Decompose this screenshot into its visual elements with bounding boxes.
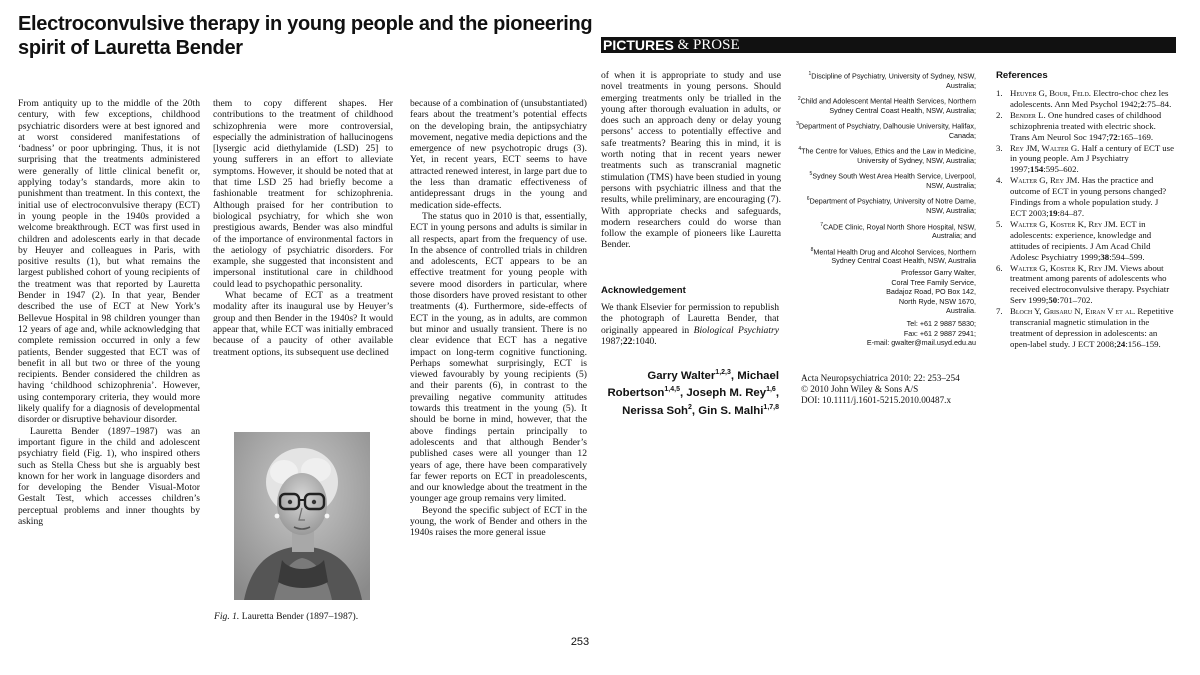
author-name: Gin S. Malhi bbox=[698, 404, 764, 417]
reference-authors: Rey JM, Walter G. bbox=[1010, 142, 1080, 153]
journal-info bbox=[801, 373, 981, 407]
affiliation-num: 1 bbox=[808, 71, 812, 77]
reference-volume: 24 bbox=[1116, 338, 1126, 349]
address-line: Professor Garry Walter, bbox=[901, 268, 976, 277]
reference-number: 1. bbox=[996, 88, 1003, 98]
reference-number: 4. bbox=[996, 175, 1003, 186]
author-sup: 2 bbox=[687, 403, 692, 411]
reference-title: Half a century of ECT use in young people. Am J Psychiatry 1997; bbox=[1010, 142, 1175, 175]
address-email[interactable]: E-mail: gwalter@mail.usyd.edu.au bbox=[866, 338, 976, 348]
affiliation-num: 6 bbox=[806, 196, 810, 203]
reference-volume: 38 bbox=[1100, 251, 1110, 262]
reference-authors: Walter G, Koster K, Rey JM. bbox=[1010, 218, 1118, 229]
address-line: Badajoz Road, PO Box 142, bbox=[886, 287, 976, 297]
reference-item bbox=[996, 110, 1176, 143]
affiliation-num: 4 bbox=[798, 146, 802, 153]
affiliation-text: Department of Psychiatry, Dalhousie University, Halifax, Canada; bbox=[798, 121, 976, 140]
reference-authors: Bloch Y, Grisaru N, Eiran V et al. bbox=[1010, 306, 1136, 317]
reference-item bbox=[996, 175, 1176, 219]
reference-pages: :75–84. bbox=[1144, 98, 1172, 109]
paragraph: Beyond the specific subject of ECT in the young, the work of Bender and others in the 1940s raises the more general issue bbox=[410, 504, 587, 539]
figure-label: Fig. 1. bbox=[214, 611, 240, 622]
author-sup: 1,6 bbox=[766, 386, 776, 394]
article-title: Electroconvulsive therapy in young people and the pioneering spirit of Lauretta Bender bbox=[18, 13, 593, 59]
body-column-3 bbox=[410, 98, 587, 539]
author-sup: 1,4,5 bbox=[664, 386, 680, 394]
reference-title: ECT in adolescents: experience, knowledge and attitudes of recipients. J Am Acad Child Adolesc Psychiatry 1999; bbox=[1010, 218, 1152, 262]
correspondence-address bbox=[796, 268, 976, 348]
paragraph: because of a combination of (unsubstantiated) fears about the treatment’s potential effects on the developing brain, the antipsychiatry movement, negative media depictions and the emergence of new psychotropic drugs (3). Yet, in recent years, ECT seems to have attracted renewed interest, in large part due to the less than dramatic effectiveness of antidepressant drugs in the young and medication side-effects. bbox=[410, 98, 587, 211]
figure-caption-text: Lauretta Bender (1897–1987). bbox=[241, 611, 359, 622]
reference-volume: 72 bbox=[1108, 131, 1118, 142]
figure-caption bbox=[214, 611, 414, 623]
reference-number: 5. bbox=[996, 218, 1003, 229]
affiliation-item bbox=[796, 195, 976, 215]
paragraph: The status quo in 2010 is that, essentially, ECT in young persons and adults is similar in all respects, apart from the frequency of use. In the absence of controlled trials in children and adolescents, ECT appears to be an effective treatment for young people with severe mood disorders in particular, where those disorders have proved resistant to other treatments (4). Furthermore, side-effects of ECT in the young, as in adults, are common but minor and usually transient. There is no clear evidence that ECT has a negative impact on long-term cognitive functioning. Perhaps somewhat surprisingly, ECT is viewed favourably by young recipients (5) and their parents (6), in contrast to the prevailing negative community attitudes towards this treatment in the young (5). It should be borne in mind, however, that the above findings pertain principally to adolescents and that although Bender’s published cases were all younger than 12 years of age, there have been comparatively far fewer reports on ECT in preadolescents, and our knowledge about the treatment in the younger age group remains very limited. bbox=[410, 210, 587, 505]
reference-title: Repetitive transcranial magnetic stimulation in the treatment of depression in adolescents: an open-label study. J ECT 2008; bbox=[1010, 306, 1174, 349]
reference-item bbox=[996, 306, 1176, 350]
affiliation-item bbox=[796, 221, 976, 241]
section-banner bbox=[601, 37, 1176, 53]
reference-item bbox=[996, 219, 1176, 263]
paragraph: them to copy different shapes. Her contributions to the treatment of childhood schizophrenia were more controversial, especially the administration of hallucinogens [lysergic acid diethylamide (LSD) 25] to young sufferers in an effort to alleviate symptoms. However, it should be noted that at that time LSD 25 had briefly become a fashionable treatment for schizophrenia. Although praised for her contribution to biological psychiatry, for which she won prestigious awards, Bender was also mindful of the importance of environmental factors in the aetiology of psychiatric disorders. For example, she suggested that inconsistent and impersonal institutional care in childhood could lead to psychopathic personality. bbox=[213, 98, 393, 290]
affiliation-text: Department of Psychiatry, University of Notre Dame, NSW, Australia; bbox=[809, 196, 976, 216]
reference-authors: Bender L. bbox=[1010, 109, 1046, 120]
affiliation-num: 5 bbox=[809, 171, 813, 178]
reference-authors: Walter G, Koster K, Rey JM. bbox=[1010, 262, 1118, 273]
affiliation-text: Mental Health Drug and Alcohol Services, Northern Sydney Central Coast Health, NSW, Australia bbox=[813, 247, 976, 266]
section-banner-part2: & PROSE bbox=[673, 37, 740, 53]
affiliation-item bbox=[796, 246, 976, 266]
portrait-illustration bbox=[234, 432, 370, 600]
references-heading: References bbox=[996, 70, 1048, 81]
author-name: Nerissa Soh bbox=[622, 404, 688, 417]
ack-text-before: We thank Elsevier for permission to republish the photograph of Lauretta Bender, that originally appeared in bbox=[601, 302, 779, 336]
reference-item bbox=[996, 88, 1176, 110]
paragraph: of when it is appropriate to study and use novel treatments in young persons. Should emerging treatments only be trialled in the young after thorough evaluation in adults, or does such an approach deny or delay young persons’ access to potentially effective and safe treatments? Bearing this in mind, it is worth noting that in recent years newer treatments such as transcranial magnetic stimulation (TMS) have been studied in young persons with psychiatric illness and that the results, while preliminary, are encouraging (7). With appropriate checks and safeguards, modern researchers could do worse than follow the example of pioneers like Lauretta Bender. bbox=[601, 70, 781, 251]
section-banner-part1: PICTURES bbox=[603, 37, 674, 53]
portrait-photo bbox=[234, 432, 370, 600]
reference-pages: :165–169. bbox=[1117, 131, 1154, 142]
ack-journal: Biological Psychiatry bbox=[693, 324, 779, 336]
reference-volume: 19 bbox=[1048, 207, 1058, 218]
body-column-2 bbox=[213, 98, 393, 358]
reference-title: Views about treatment among parents of adolescents who received electroconvulsive therapy. Psychiatr Serv 1999; bbox=[1010, 262, 1170, 306]
affiliation-item bbox=[796, 145, 976, 165]
reference-item bbox=[996, 143, 1176, 176]
affiliation-text: Discipline of Psychiatry, University of Sydney, NSW, Australia; bbox=[811, 71, 976, 90]
affiliation-num: 8 bbox=[810, 246, 814, 253]
address-line: Coral Tree Family Service, bbox=[891, 277, 976, 287]
body-column-1 bbox=[18, 98, 200, 527]
affiliation-num: 2 bbox=[797, 96, 801, 103]
ack-volume: 22 bbox=[622, 335, 633, 347]
reference-title: Has the practice and outcome of ECT in young persons changed? Findings from a whole population study. J ECT 2003; bbox=[1010, 175, 1167, 218]
author-name: Michael Robertson bbox=[607, 369, 779, 400]
address-line: North Ryde, NSW 1670, bbox=[898, 296, 976, 306]
paragraph: What became of ECT as a treatment modality after its inaugural use by Heuyer’s group and then Bender in the 1940s? It would appear that, while ECT was initially embraced because of a paucity of other available treatment options, its subsequent use declined bbox=[213, 290, 393, 358]
ack-pages: :1040. bbox=[632, 335, 657, 347]
reference-pages: :84–87. bbox=[1057, 207, 1085, 218]
affiliation-item bbox=[796, 170, 976, 190]
reference-pages: :701–702. bbox=[1057, 295, 1093, 306]
journal-line: Acta Neuropsychiatrica 2010: 22: 253–254 bbox=[801, 373, 960, 383]
affiliation-num: 7 bbox=[820, 221, 824, 228]
reference-item bbox=[996, 263, 1176, 307]
reference-authors: Walter G, Rey JM. bbox=[1010, 175, 1080, 186]
affiliation-text: The Centre for Values, Ethics and the Law in Medicine, University of Sydney, NSW, Australia; bbox=[801, 146, 976, 165]
reference-number: 7. bbox=[996, 306, 1003, 317]
acknowledgement-heading: Acknowledgement bbox=[601, 285, 686, 296]
author-name: Joseph M. Rey bbox=[686, 387, 767, 400]
affiliation-item bbox=[796, 120, 976, 140]
reference-number: 6. bbox=[996, 262, 1003, 273]
reference-volume: 154 bbox=[1030, 164, 1044, 175]
reference-volume: 2 bbox=[1140, 98, 1145, 109]
affiliation-item bbox=[796, 95, 976, 115]
author-sup: 1,7,8 bbox=[763, 403, 779, 411]
reference-authors: Heuyer G, Bour, Feld. bbox=[1010, 88, 1091, 98]
affiliation-text: Sydney South West Area Health Service, Liverpool, NSW, Australia; bbox=[812, 171, 976, 190]
reference-title: One hundred cases of childhood schizophrenia treated with electric shock. Trans Am Neurol Soc 1947; bbox=[1010, 109, 1162, 142]
affiliation-text: Child and Adolescent Mental Health Services, Northern Sydney Central Coast Health, NSW, Australia; bbox=[800, 96, 976, 115]
acknowledgement-text bbox=[601, 302, 779, 347]
reference-number: 2. bbox=[996, 109, 1003, 120]
address-fax: Fax: +61 2 9887 2941; bbox=[903, 328, 976, 338]
address-tel: Tel: +61 2 9887 5830; bbox=[906, 318, 976, 328]
paragraph: From antiquity up to the middle of the 20th century, with few exceptions, childhood psychiatric disorders were at best ignored and at worst considered manifestations of ‘badness’ or poor upbringing. Thus, it is not surprising that the treatments administered were generally of little clinical benefit or, applying today’s standards, more akin to punishment than treatment. In this context, the initial use of electroconvulsive therapy (ECT) in young people in the 1940s provided a welcome breakthrough. ECT was first used in children and adolescents early in that decade by Heuyer and colleagues in Paris, with positive results (1), but what remains the largest published cohort of young recipients of the treatment was that reported by Lauretta Bender in 1947 (2). In that year, Bender described the use of ECT at New York’s Bellevue Hospital in 98 children younger than 12 years of age and, while acknowledging that complete remission occurred in only a few patients, Bender suggested that ECT was of benefit in all but two or three of the young recipients. Bender considered the children as having ‘childhood schizophrenia’. However, using contemporary criteria, they would more likely qualify for a diagnosis of developmental disorder or disruptive behaviour disorder. bbox=[18, 98, 200, 426]
reference-title: Electro-choc chez les adolescents. Ann Med Psychol 1942; bbox=[1010, 88, 1169, 109]
reference-volume: 50 bbox=[1048, 295, 1058, 306]
address-line: Australia. bbox=[946, 306, 976, 316]
affiliations bbox=[796, 70, 976, 271]
journal-doi[interactable]: DOI: 10.1111/j.1601-5215.2010.00487.x bbox=[801, 395, 952, 406]
author-name: Garry Walter bbox=[647, 369, 716, 382]
reference-pages: :595–602. bbox=[1043, 164, 1079, 175]
reference-list bbox=[996, 88, 1176, 350]
body-column-4 bbox=[601, 70, 781, 251]
affiliation-text: CADE Clinic, Royal North Shore Hospital, NSW, Australia; and bbox=[823, 221, 976, 241]
affiliation-num: 3 bbox=[796, 121, 799, 128]
reference-pages: :156–159. bbox=[1125, 338, 1161, 349]
journal-line: © 2010 John Wiley & Sons A/S bbox=[801, 384, 919, 395]
affiliation-item bbox=[796, 70, 976, 90]
paragraph: Lauretta Bender (1897–1987) was an important figure in the child and adolescent psychiatry field (Fig. 1), who inspired others such as Stella Chess but she is arguably best known for her work in language disorders and for developing the Bender Visual-Motor Gestalt Test, which accesses children’s perceptual problems and inner thoughts by asking bbox=[18, 425, 200, 527]
reference-number: 3. bbox=[996, 142, 1003, 153]
author-list: Garry Walter$^{1,2,3}$, Michael Robertson$^{1,4,5}$, Joseph M. Rey$^{1,6}$, Nerissa Soh$^2$, Gin S. Malhi$^{1,7,8}$ bbox=[607, 369, 779, 417]
ack-text-after: 1987; bbox=[601, 335, 623, 347]
author-sup: 1,2,3 bbox=[715, 369, 731, 376]
page-number: 253 bbox=[570, 636, 590, 648]
reference-pages: :594–599. bbox=[1109, 251, 1145, 262]
